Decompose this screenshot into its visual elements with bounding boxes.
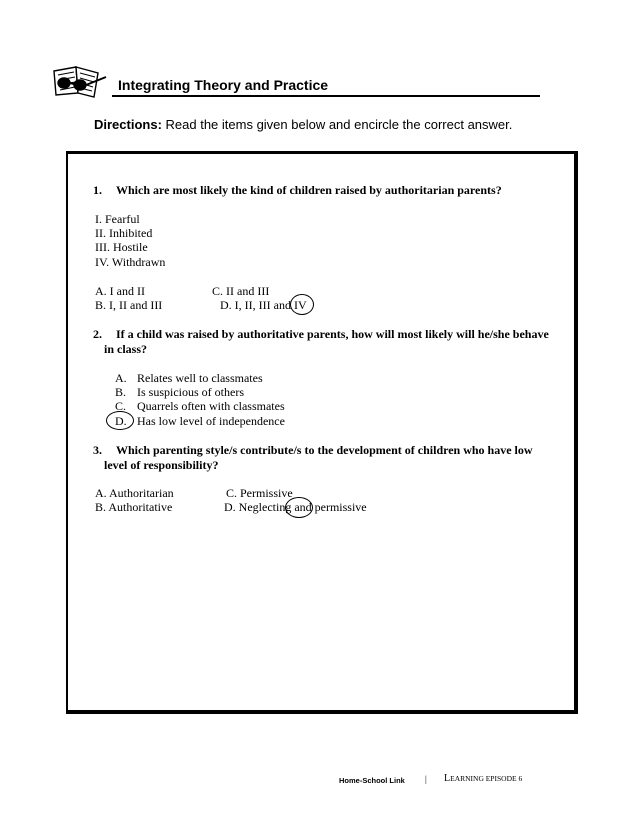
- q1-item-2: II. Inhibited: [95, 226, 153, 240]
- q3-choice-c: C. Permissive: [226, 486, 293, 500]
- directions-text: Read the items given below and encircle the correct answer.: [161, 117, 513, 132]
- book-glasses-icon: [50, 63, 112, 99]
- q2-choice-a-text: Relates well to classmates: [137, 371, 263, 385]
- question-3-text-line2: level of responsibility?: [104, 458, 219, 472]
- q1-choice-d: D. I, II, III and IV: [220, 298, 307, 312]
- q2-choice-d-text: Has low level of independence: [137, 414, 285, 428]
- q1-item-4: IV. Withdrawn: [95, 255, 166, 269]
- q1-choice-b: B. I, II and III: [95, 298, 163, 312]
- question-1-text: Which are most likely the kind of children raised by authoritarian parents?: [116, 183, 502, 197]
- footer-link: Home-School Link: [339, 776, 405, 785]
- question-3-number: 3.: [93, 443, 102, 457]
- footer-separator: |: [425, 774, 427, 784]
- answer-circle-q3: [285, 497, 313, 518]
- directions: [94, 117, 512, 132]
- q1-choice-a: A. I and II: [95, 284, 145, 298]
- q2-choice-b-text: Is suspicious of others: [137, 385, 244, 399]
- q3-choice-d: D. Neglecting and permissive: [224, 500, 367, 514]
- q1-item-1: I. Fearful: [95, 212, 140, 226]
- q2-choice-c-text: Quarrels often with classmates: [137, 399, 285, 413]
- q3-choice-b: B. Authoritative: [95, 500, 173, 514]
- section-title: Integrating Theory and Practice: [118, 77, 329, 93]
- question-2-text-line1: If a child was raised by authoritative parents, how will most likely will he/she behave: [116, 327, 549, 341]
- answer-circle-q1: [290, 294, 314, 315]
- directions-label: Directions:: [94, 117, 162, 132]
- footer-episode: [444, 773, 522, 784]
- q1-item-3: III. Hostile: [95, 240, 148, 254]
- question-2-text-line2: in class?: [104, 342, 148, 356]
- q2-choice-d-letter: D.: [115, 414, 127, 428]
- question-2-number: 2.: [93, 327, 102, 341]
- footer-episode-rest: EARNING EPISODE 6: [450, 774, 523, 783]
- q2-choice-c-letter: C.: [115, 399, 127, 413]
- title-underline: [112, 95, 540, 97]
- question-1-number: 1.: [93, 183, 102, 197]
- question-3-text-line1: Which parenting style/s contribute/s to the development of children who have low: [116, 443, 533, 457]
- answer-circle-q2: [106, 411, 134, 430]
- q2-choice-a-letter: A.: [115, 371, 127, 385]
- q2-choice-b-letter: B.: [115, 385, 127, 399]
- q1-choice-c: C. II and III: [212, 284, 270, 298]
- footer-episode-initial: L: [444, 773, 451, 784]
- q3-choice-a: A. Authoritarian: [95, 486, 174, 500]
